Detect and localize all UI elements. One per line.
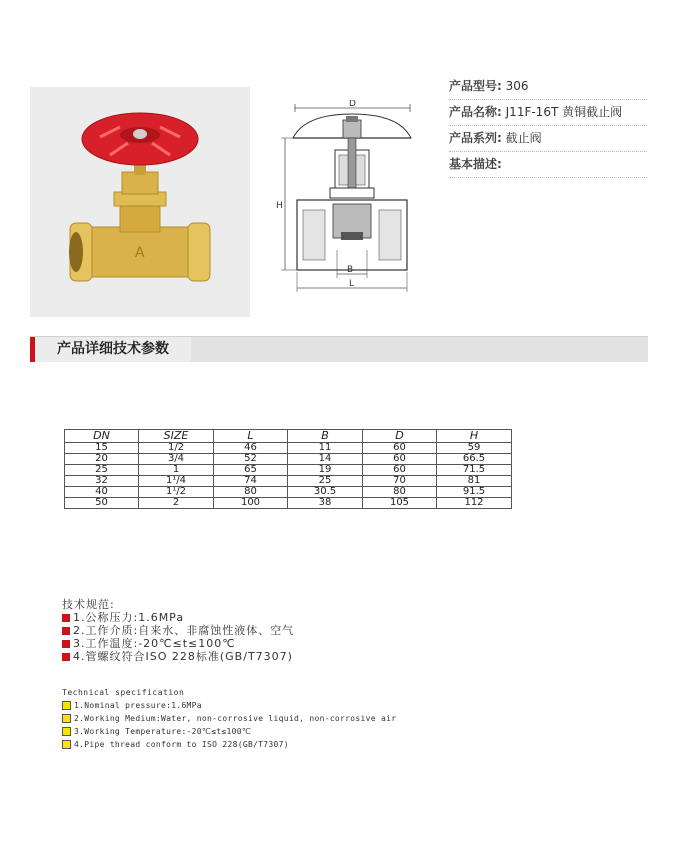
list-item [62,650,294,663]
info-row-model [449,74,647,100]
table-cell: 14 [288,454,363,465]
table-cell: 74 [214,476,288,487]
info-row-description [449,152,647,178]
section-header-bar [30,336,648,362]
svg-text:A: A [135,245,145,261]
col-header-h: H [437,430,512,443]
yellow-bullet-icon [62,701,71,710]
red-bullet-icon [62,614,70,622]
en-spec-item: 4.Pipe thread conform to ISO 228(GB/T7307) [74,740,289,749]
table-cell: 11 [288,443,363,454]
table-cell: 46 [214,443,288,454]
table-cell: 38 [288,498,363,509]
dimension-label-h: H [276,201,283,211]
info-row-name [449,100,647,126]
product-info [449,74,647,178]
col-header-b: B [288,430,363,443]
col-header-size: SIZE [139,430,214,443]
table-cell: 71.5 [437,465,512,476]
table-cell: 25 [288,476,363,487]
valve-photo-illustration [30,87,250,317]
list-item [62,624,294,637]
table-row [65,465,512,476]
series-label: 产品系列: [449,131,502,145]
table-cell: 25 [65,465,139,476]
cn-spec-item: 4.管螺纹符合ISO 228标准(GB/T7307) [73,650,293,663]
table-row [65,443,512,454]
list-item [62,712,396,725]
dimension-label-l: L [349,279,355,289]
section-title: 产品详细技术参数 [30,337,191,362]
yellow-bullet-icon [62,714,71,723]
table-row [65,454,512,465]
table-cell: 40 [65,487,139,498]
table-cell: 52 [214,454,288,465]
table-cell: 2 [139,498,214,509]
cn-spec-title: 技术规范: [62,598,115,611]
col-header-l: L [214,430,288,443]
table-cell: 15 [65,443,139,454]
red-bullet-icon [62,640,70,648]
list-item [62,738,396,751]
table-cell: 19 [288,465,363,476]
table-row [65,476,512,487]
table-cell: 100 [214,498,288,509]
table-cell: 65 [214,465,288,476]
table-cell: 1¹/2 [139,487,214,498]
table-cell: 30.5 [288,487,363,498]
en-spec-item: 2.Working Medium:Water, non-corrosive liquid, non-corrosive air [74,714,397,723]
en-spec-title: Technical specification [62,688,185,697]
table-cell: 1/2 [139,443,214,454]
table-cell: 112 [437,498,512,509]
table-cell: 60 [363,465,437,476]
name-value: J11F-16T 黄铜截止阀 [505,105,623,119]
cn-spec-list [62,598,294,663]
spec-table [64,429,512,509]
cn-spec-item: 3.工作温度:-20℃≤t≤100℃ [73,637,236,650]
table-cell: 105 [363,498,437,509]
table-cell: 91.5 [437,487,512,498]
description-label: 基本描述: [449,157,502,171]
dimension-label-b: B [347,265,354,275]
table-cell: 80 [363,487,437,498]
table-cell: 80 [214,487,288,498]
en-spec-list [62,686,396,751]
series-value: 截止阀 [505,131,542,145]
table-cell: 1 [139,465,214,476]
table-cell: 81 [437,476,512,487]
table-cell: 50 [65,498,139,509]
dimension-label-d: D [349,100,356,109]
en-spec-item: 1.Nominal pressure:1.6MPa [74,701,202,710]
col-header-d: D [363,430,437,443]
cn-spec-item: 1.公称压力:1.6MPa [73,611,185,624]
valve-section-drawing [275,100,435,300]
list-item [62,699,396,712]
yellow-bullet-icon [62,740,71,749]
table-cell: 66.5 [437,454,512,465]
table-row [65,498,512,509]
cn-spec-item: 2.工作介质:自来水、非腐蚀性液体、空气 [73,624,295,637]
model-value: 306 [505,79,529,93]
table-row [65,487,512,498]
info-row-series [449,126,647,152]
list-item [62,637,294,650]
list-item [62,725,396,738]
table-cell: 1¹/4 [139,476,214,487]
table-cell: 60 [363,443,437,454]
list-item [62,611,294,624]
table-cell: 70 [363,476,437,487]
en-spec-item: 3.Working Temperature:-20℃≤t≤100℃ [74,727,252,736]
model-label: 产品型号: [449,79,502,93]
table-cell: 60 [363,454,437,465]
table-cell: 3/4 [139,454,214,465]
red-bullet-icon [62,627,70,635]
yellow-bullet-icon [62,727,71,736]
product-photo [30,87,250,317]
name-label: 产品名称: [449,105,502,119]
col-header-dn: DN [65,430,139,443]
table-cell: 20 [65,454,139,465]
spec-table-header [65,430,512,443]
table-cell: 59 [437,443,512,454]
technical-drawing [275,100,435,300]
red-bullet-icon [62,653,70,661]
table-cell: 32 [65,476,139,487]
